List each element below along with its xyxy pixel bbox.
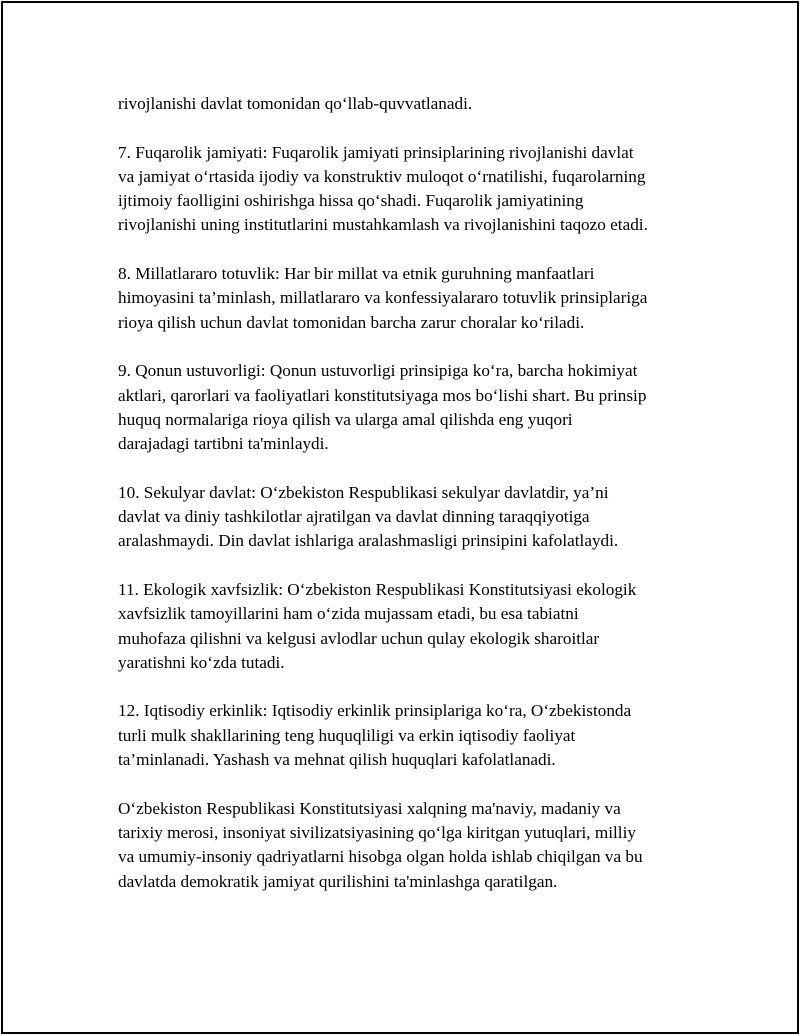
text-line: 11. Ekologik xavfsizlik: O‘zbekiston Respublikasi Konstitutsiyasi ekologik bbox=[118, 579, 637, 599]
paragraph-ecological-safety bbox=[118, 578, 693, 675]
paragraph-rule-of-law bbox=[118, 359, 693, 456]
text-line: rioya qilish uchun davlat tomonidan barcha zarur choralar ko‘riladi. bbox=[118, 312, 585, 332]
text-line: O‘zbekiston Respublikasi Konstitutsiyasi xalqning ma'naviy, madaniy va bbox=[118, 798, 621, 818]
text-line: yaratishni ko‘zda tutadi. bbox=[118, 652, 285, 672]
text-line: darajadagi tartibni ta'minlaydi. bbox=[118, 434, 329, 454]
text-line: 8. Millatlararo totuvlik: Har bir millat va etnik guruhning manfaatlari bbox=[118, 264, 595, 284]
text-line: muhofaza qilishni va kelgusi avlodlar uchun qulay ekologik sharoitlar bbox=[118, 628, 600, 648]
text-line: 10. Sekulyar davlat: O‘zbekiston Respublikasi sekulyar davlatdir, ya’ni bbox=[118, 482, 609, 502]
text-line: turli mulk shakllarining teng huquqliligi va erkin iqtisodiy faoliyat bbox=[118, 725, 576, 745]
text-line: ta’minlanadi. Yashash va mehnat qilish huquqlari kafolatlanadi. bbox=[118, 750, 556, 770]
text-line: 9. Qonun ustuvorligi: Qonun ustuvorligi prinsipiga ko‘ra, barcha hokimiyat bbox=[118, 361, 638, 381]
paragraph-conclusion bbox=[118, 797, 693, 894]
text-line: davlatda demokratik jamiyat qurilishini ta'minlashga qaratilgan. bbox=[118, 871, 558, 891]
text-line: huquq normalariga rioya qilish va ularga amal qilishda eng yuqori bbox=[118, 409, 573, 429]
text-line: aktlari, qarorlari va faoliyatlari konstitutsiyaga mos bo‘lishi shart. Bu prinsip bbox=[118, 385, 647, 405]
paragraph-continuation bbox=[118, 92, 693, 116]
paragraph-economic-freedom bbox=[118, 699, 693, 772]
document-body bbox=[118, 92, 693, 918]
text-line: aralashmaydi. Din davlat ishlariga aralashmasligi prinsipini kafolatlaydi. bbox=[118, 531, 619, 551]
text-line: davlat va diniy tashkilotlar ajratilgan va davlat dinning taraqqiyotiga bbox=[118, 507, 590, 527]
paragraph-civil-society bbox=[118, 141, 693, 238]
text-line: xavfsizlik tamoyillarini ham o‘zida mujassam etadi, bu esa tabiatni bbox=[118, 604, 579, 624]
text-line: tarixiy merosi, insoniyat sivilizatsiyasining qo‘lga kiritgan yutuqlari, milliy bbox=[118, 822, 636, 842]
text-line: rivojlanishi uning institutlarini mustahkamlash va rivojlanishini taqozo etadi. bbox=[118, 215, 648, 235]
paragraph-secular-state bbox=[118, 481, 693, 554]
text-line: himoyasini ta’minlash, millatlararo va konfessiyalararo totuvlik prinsiplariga bbox=[118, 288, 648, 308]
text-line: rivojlanishi davlat tomonidan qo‘llab-quvvatlanadi. bbox=[118, 94, 473, 113]
text-line: 7. Fuqarolik jamiyati: Fuqarolik jamiyati prinsiplarining rivojlanishi davlat bbox=[118, 142, 634, 162]
paragraph-interethnic-harmony bbox=[118, 262, 693, 335]
text-line: va jamiyat o‘rtasida ijodiy va konstruktiv muloqot o‘rnatilishi, fuqarolarning bbox=[118, 166, 646, 186]
text-line: va umumiy-insoniy qadriyatlarni hisobga olgan holda ishlab chiqilgan va bu bbox=[118, 847, 643, 867]
text-line: 12. Iqtisodiy erkinlik: Iqtisodiy erkinlik prinsiplariga ko‘ra, O‘zbekistonda bbox=[118, 701, 632, 721]
text-line: ijtimoiy faolligini oshirishga hissa qo‘shadi. Fuqarolik jamiyatining bbox=[118, 191, 584, 211]
